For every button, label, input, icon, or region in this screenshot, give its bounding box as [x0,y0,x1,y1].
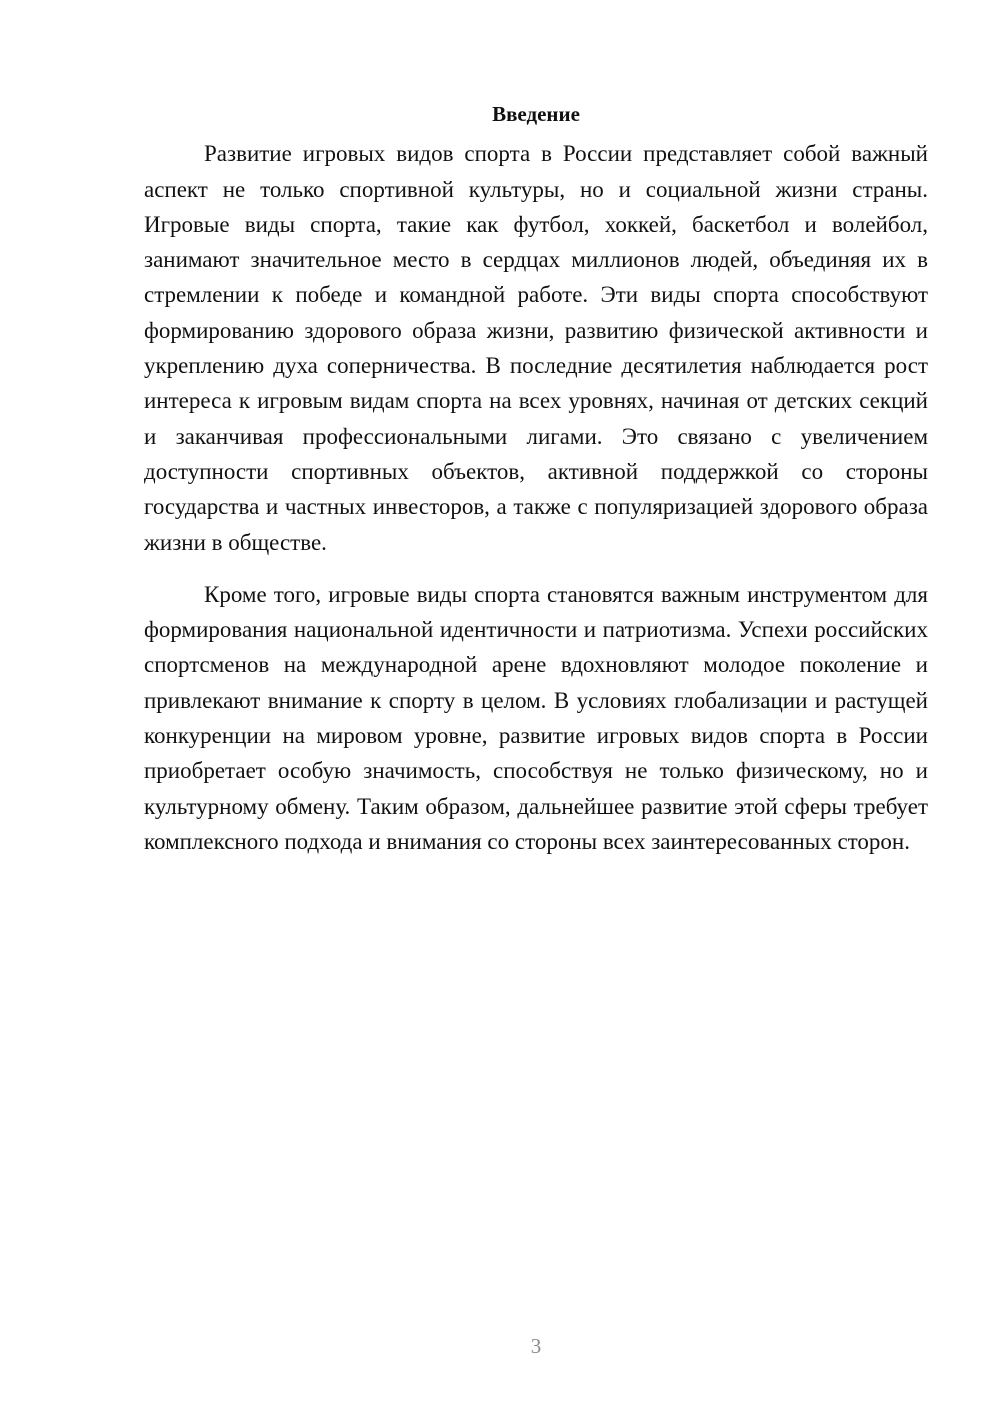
section-heading: Введение [492,102,580,126]
paragraph-1: Развитие игровых видов спорта в России представляет собой важный аспект не только спортивной культуры, но и социальной жизни страны. Игровые виды спорта, такие как футбол, хоккей, баскетбол и волейбол, занимают значительное место в сердцах миллионов людей, объединяя их в стремлении к победе и командной работе. Эти виды спорта способствуют формированию здорового образа жизни, развитию физической активности и укреплению духа соперничества. В последние десятилетия наблюдается рост интереса к игровым видам спорта на всех уровнях, начиная от детских секций и заканчивая профессиональными лигами. Это связано с увеличением доступности спортивных объектов, активной поддержкой со стороны государства и частных инвесторов, а также с популяризацией здорового образа жизни в обществе. [144,141,928,555]
page-content [144,96,928,859]
page-number: 3 [530,1334,542,1358]
paragraph-2: Кроме того, игровые виды спорта становятся важным инструментом для формирования национальной идентичности и патриотизма. Успехи российских спортсменов на международной арене вдохновляют молодое поколение и привлекают внимание к спорту в целом. В условиях глобализации и растущей конкуренции на мировом уровне, развитие игровых видов спорта в России приобретает особую значимость, способствуя не только физическому, но и культурному обмену. Таким образом, дальнейшее развитие этой сферы требует комплексного подхода и внимания со стороны всех заинтересованных сторон. [144,581,928,854]
heading-container [144,96,928,131]
